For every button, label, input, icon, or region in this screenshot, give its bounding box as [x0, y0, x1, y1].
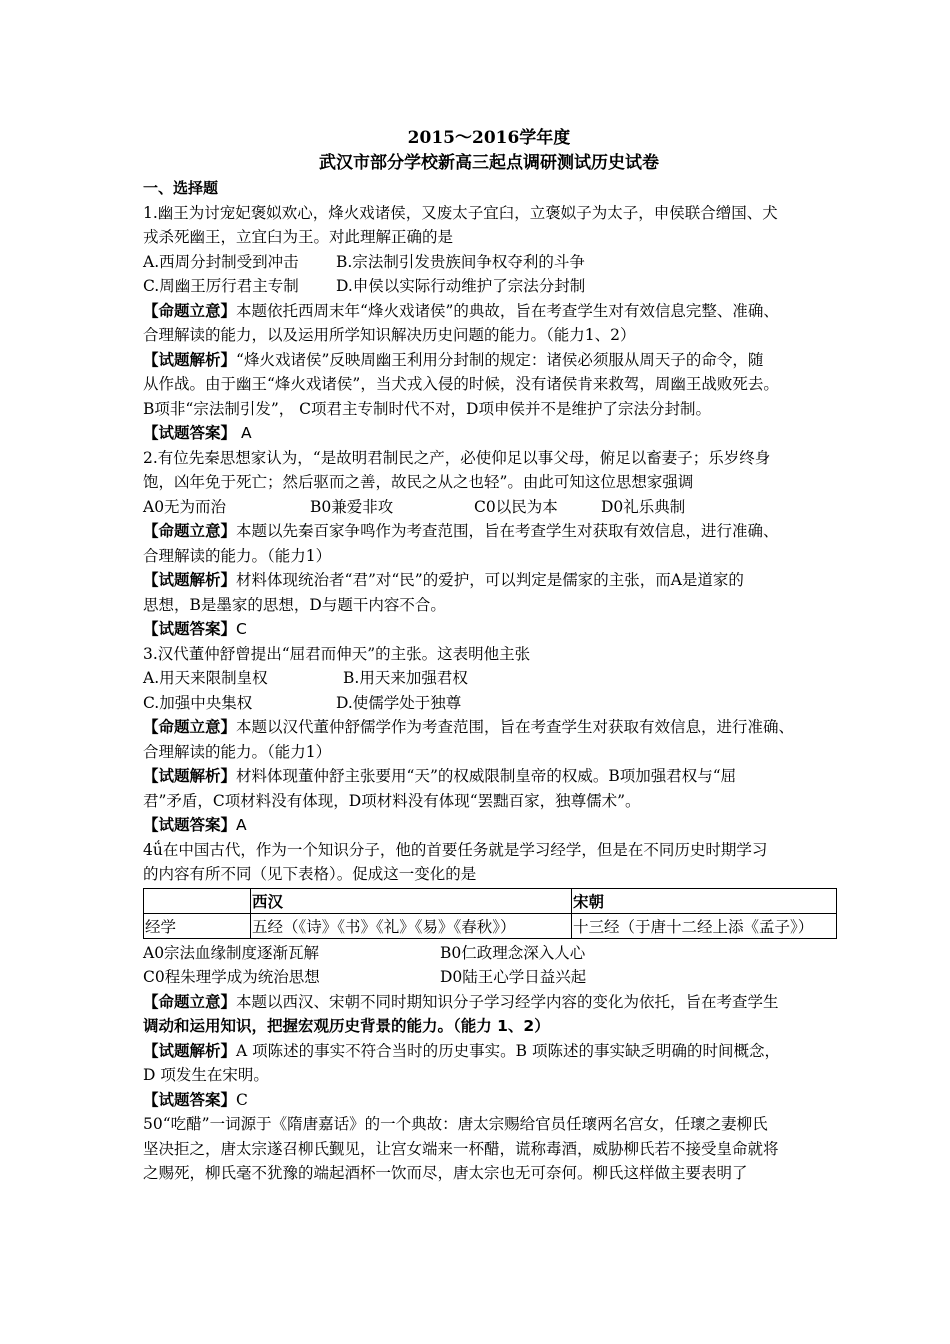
q1-option-c: C.周幽王厉行君主专制: [143, 277, 299, 295]
q3-options-row2: [143, 691, 835, 716]
q4-option-a: A0宗法血缘制度逐渐瓦解: [143, 943, 320, 962]
q1-intent-line2: 合理解读的能力，以及运用所学知识解决历史问题的能力。（能力1、2）: [143, 326, 636, 344]
q1-answer: [143, 421, 835, 446]
table-header-row: [144, 888, 837, 913]
q2-options-row: [143, 495, 835, 520]
q5-stem-line1: 50“吃醋”一词源于《隋唐嘉话》的一个典故：唐太宗赐给官员任瓌两名宫女，任瓌之妻柳氏: [143, 1115, 768, 1133]
q4-intent-text1: 本题以西汉、宋朝不同时期知识分子学习经学内容的变化为依托，旨在考查学生: [236, 992, 779, 1011]
answer-label: 【试题答案】: [143, 424, 237, 442]
q2-intent-text1: 本题以先秦百家争鸣作为考查范围，旨在考查学生对获取有效信息，进行准确、: [236, 522, 779, 540]
q4-option-b: B0仁政理念深入人心: [440, 943, 586, 962]
table-header-cell: [144, 888, 251, 913]
q2-option-b: B0兼爱非攻: [310, 497, 394, 516]
q4-stem-line2: 的内容有所不同（见下表格）。促成这一变化的是: [143, 865, 477, 883]
table-header-cell: 西汉: [251, 888, 572, 913]
intent-label: 【命题立意】: [143, 301, 237, 320]
q2-stem-line2: 饱，凶年免于死亡；然后驱而之善，故民之从之也轻”。由此可知这位思想家强调: [143, 473, 694, 491]
q3-stem-line1: 3.汉代董仲舒曾提出“屈君而伸天”的主张。这表明他主张: [143, 644, 531, 663]
q3-option-b: B.用天来加强君权: [343, 669, 468, 687]
q4-analysis-line1: [143, 1039, 835, 1064]
q4-table: [143, 888, 837, 939]
table-cell: 经学: [144, 913, 251, 938]
q4-intent-line2: 调动和运用知识，把握宏观历史背景的能力。（能力 1、2）: [143, 1017, 550, 1035]
q1-answer-value: A: [236, 424, 252, 442]
table-header-cell: 宋朝: [572, 888, 837, 913]
q1-option-a: A.西周分封制受到冲击: [143, 252, 299, 271]
q3-analysis-line2: 君”矛盾，C项材料没有体现，D项材料没有体现“罢黜百家，独尊儒术”。: [143, 791, 641, 810]
q3-analysis-line1: [143, 764, 835, 789]
q4-answer-value: C: [236, 1090, 248, 1109]
title-year: 2015～2016学年度: [407, 128, 571, 148]
q2-option-a: A0无为而治: [143, 497, 227, 516]
section-heading: 一、选择题: [143, 179, 219, 197]
q3-intent-text1: 本题以汉代董仲舒儒学作为考查范围，旨在考查学生对获取有效信息，进行准确、: [236, 718, 795, 736]
intent-label: 【命题立意】: [143, 992, 237, 1011]
q1-analysis-text1: “烽火戏诸侯”反映周幽王利用分封制的规定：诸侯必须服从周天子的命令，随: [236, 350, 764, 369]
q3-answer-value: A: [236, 816, 247, 834]
q1-options-row1: [143, 250, 835, 275]
q3-analysis-text1: 材料体现董仲舒主张要用“天”的权威限制皇帝的权威。B项加强君权与“屈: [236, 767, 737, 785]
q4-intent-line1: [143, 990, 835, 1015]
q1-analysis-line3: B项非“宗法制引发”， C项君主专制时代不对，D项申侯并不是维护了宗法分封制。: [143, 399, 711, 418]
q1-intent-line1: [143, 299, 835, 324]
q4-answer: [143, 1088, 835, 1113]
q4-options-row2: [143, 965, 835, 990]
q2-answer-value: C: [236, 620, 247, 638]
q4-options-row1: [143, 941, 835, 966]
q2-intent-line1: [143, 519, 835, 544]
q1-option-d: D.申侯以实际行动维护了宗法分封制: [336, 277, 586, 295]
answer-label: 【试题答案】: [143, 816, 237, 834]
q1-option-b: B.宗法制引发贵族间争权夺利的斗争: [336, 252, 585, 271]
analysis-label: 【试题解析】: [143, 767, 237, 785]
q1-analysis-line1: [143, 348, 835, 373]
analysis-label: 【试题解析】: [143, 350, 237, 369]
q3-intent-line1: [143, 715, 835, 740]
q4-analysis-text1: A 项陈述的事实不符合当时的历史事实。B 项陈述的事实缺乏明确的时间概念，: [236, 1041, 780, 1060]
q4-analysis-line2: D 项发生在宋明。: [143, 1066, 269, 1084]
q5-stem-line3: 之赐死，柳氏毫不犹豫的端起酒杯一饮而尽，唐太宗也无可奈何。柳氏这样做主要表明了: [143, 1164, 748, 1182]
q2-analysis-text1: 材料体现统治者“君”对“民”的爱护，可以判定是儒家的主张，而A是道家的: [236, 571, 744, 589]
q5-stem-line2: 坚决拒之，唐太宗遂召柳氏觐见，让宫女端来一杯醋，谎称毒酒，威胁柳氏若不接受皇命就将: [143, 1139, 779, 1158]
answer-label: 【试题答案】: [143, 620, 237, 638]
q2-option-c: C0以民为本: [474, 497, 558, 516]
intent-label: 【命题立意】: [143, 522, 237, 540]
table-cell: 五经（《诗》《书》《礼》《易》《春秋》）: [251, 913, 572, 938]
table-cell: 十三经（于唐十二经上添《孟子》）: [572, 913, 837, 938]
q4-option-c: C0程朱理学成为统治思想: [143, 968, 320, 986]
q2-stem-line1: 2.有位先秦思想家认为，“是故明君制民之产，必使仰足以事父母，俯足以畜妻子；乐岁终身: [143, 448, 771, 467]
q1-analysis-line2: 从作战。由于幽王“烽火戏诸侯”，当犬戎入侵的时候，没有诸侯肯来救驾，周幽王战败死去。: [143, 375, 779, 393]
q1-options-row2: [143, 274, 835, 299]
q3-answer: [143, 813, 835, 838]
document-page: [143, 126, 835, 1186]
q1-stem-line1: 1.幽王为讨宠妃褒姒欢心，烽火戏诸侯，又废太子宜臼，立褒姒子为太子，申侯联合缯国、犬: [143, 203, 778, 222]
q3-option-a: A.用天来限制皇权: [143, 669, 268, 687]
q3-option-c: C.加强中央集权: [143, 693, 253, 712]
answer-label: 【试题答案】: [143, 1090, 237, 1109]
q1-intent-text1: 本题依托西周末年“烽火戏诸侯”的典故，旨在考查学生对有效信息完整、准确、: [236, 301, 779, 320]
q2-analysis-line2: 思想，B是墨家的思想，D与题干内容不合。: [143, 595, 446, 614]
q4-option-d: D0陆王心学日益兴起: [440, 968, 587, 986]
analysis-label: 【试题解析】: [143, 571, 237, 589]
title-main: 武汉市部分学校新高三起点调研测试历史试卷: [319, 153, 659, 173]
intent-label: 【命题立意】: [143, 718, 237, 736]
q3-options-row1: [143, 666, 835, 691]
analysis-label: 【试题解析】: [143, 1041, 237, 1060]
q3-option-d: D.使儒学处于独尊: [336, 693, 462, 712]
q2-option-d: D0礼乐典制: [601, 497, 686, 516]
q3-intent-line2: 合理解读的能力。（能力1）: [143, 742, 332, 761]
q2-analysis-line1: [143, 568, 835, 593]
q1-stem-line2: 戎杀死幽王，立宜臼为王。对此理解正确的是: [143, 228, 454, 246]
q4-stem-line1: 4ǘ在中国古代，作为一个知识分子，他的首要任务就是学习经学，但是在不同历史时期学习: [143, 840, 768, 859]
table-row: [144, 913, 837, 938]
q2-answer: [143, 617, 835, 642]
q2-intent-line2: 合理解读的能力。（能力1）: [143, 546, 332, 565]
